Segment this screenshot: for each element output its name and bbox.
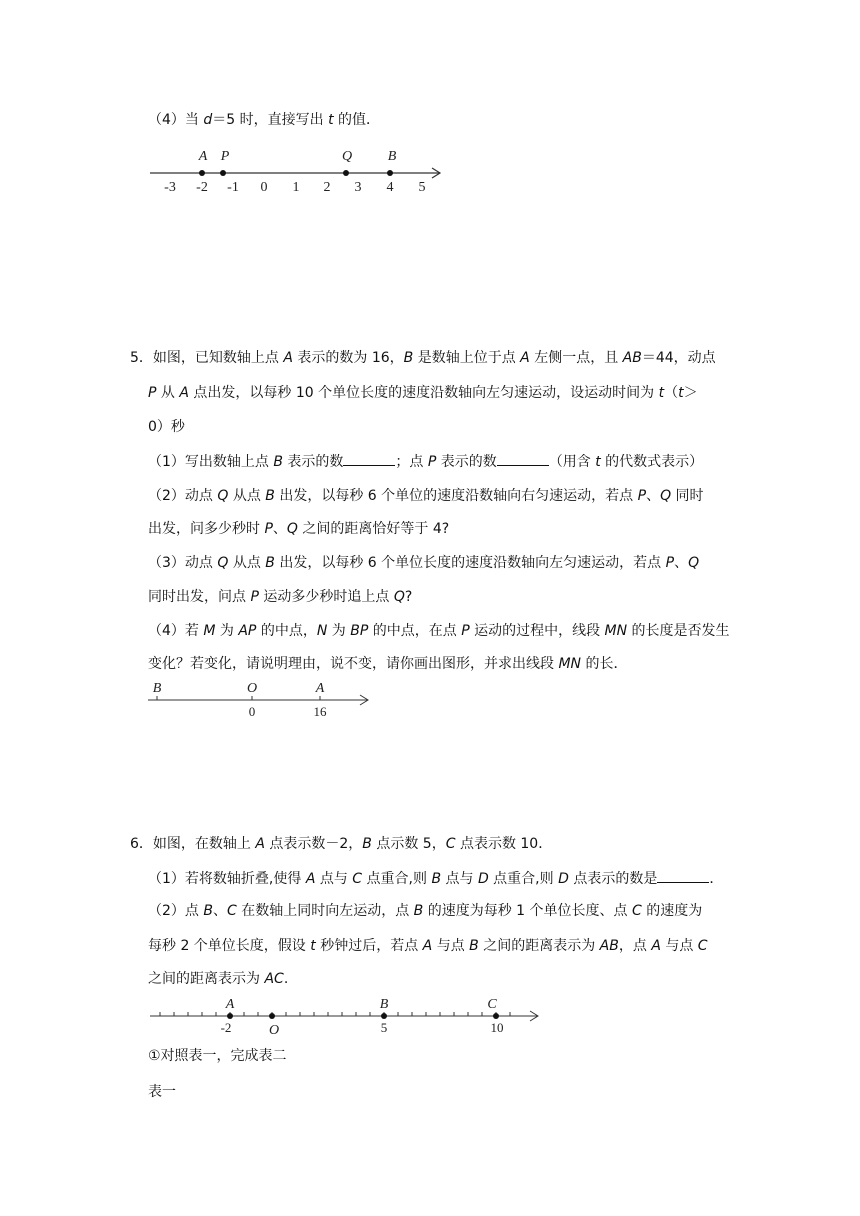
point-label: B xyxy=(387,149,397,164)
point-O xyxy=(269,1013,275,1019)
answer-blank xyxy=(343,451,395,466)
tick-label: 5 xyxy=(380,1020,388,1035)
point-label: B xyxy=(379,997,389,1012)
table-label: 表一 xyxy=(148,1084,176,1100)
q5-sub-3a: （3）动点 Q 从点 B 出发，以每秒 6 个单位长度的速度沿数轴向左匀速运动，若点 P、Q xyxy=(148,555,700,571)
q5-sub-4a: （4）若 M 为 AP 的中点，N 为 BP 的中点，在点 P 运动的过程中，线段 MN 的长度是否发生 xyxy=(148,623,730,639)
tick-label: -1 xyxy=(227,180,239,195)
p4-number-line xyxy=(140,140,450,200)
q5-line-3: 0）秒 xyxy=(148,419,185,435)
tick-label: 0 xyxy=(248,704,256,719)
answer-blank xyxy=(657,868,709,883)
point-Q xyxy=(343,170,349,176)
point-B xyxy=(381,1013,387,1019)
q6-sub-2c: 之间的距离表示为 AC. xyxy=(148,971,289,987)
point-label: A xyxy=(198,149,208,164)
point-label: A xyxy=(315,681,325,696)
tick-label: 0 xyxy=(260,180,268,195)
point-B xyxy=(387,170,393,176)
answer-blank xyxy=(497,451,549,466)
tick-label: 16 xyxy=(313,704,327,719)
tick-label: 1 xyxy=(292,180,300,195)
q6-line-1: 6．如图，在数轴上 A 点表示数－2，B 点示数 5，C 点表示数 10． xyxy=(130,836,553,852)
q5-number-line xyxy=(140,676,380,726)
tick-label: -2 xyxy=(196,180,208,195)
q6-number-line xyxy=(140,994,550,1042)
point-A xyxy=(227,1013,233,1019)
q5-line-1: 5．如图，已知数轴上点 A 表示的数为 16，B 是数轴上位于点 A 左侧一点，且 AB＝44，动点 xyxy=(130,350,716,366)
q6-sub-2a: （2）点 B、C 在数轴上同时向左运动，点 B 的速度为每秒 1 个单位长度、点 C 的速度为 xyxy=(148,903,703,919)
q5-line-2: P 从 A 点出发，以每秒 10 个单位长度的速度沿数轴向左匀速运动，设运动时间为 t（t＞ xyxy=(148,385,698,401)
q6-circled-instruction: ①对照表一，完成表二 xyxy=(148,1048,287,1064)
p4-question: （4）当 d＝5 时，直接写出 t 的值． xyxy=(148,112,381,128)
point-label: A xyxy=(225,997,235,1012)
point-P xyxy=(220,170,226,176)
tick-label: 2 xyxy=(323,180,331,195)
point-label: Q xyxy=(341,149,353,164)
tick-label: 3 xyxy=(354,180,362,195)
point-label: O xyxy=(246,681,258,696)
tick-label: 5 xyxy=(418,180,426,195)
q6-sub-2b: 每秒 2 个单位长度，假设 t 秒钟过后，若点 A 与点 B 之间的距离表示为 AB，点 A 与点 C xyxy=(148,938,708,954)
tick-label: -2 xyxy=(220,1020,232,1035)
point-label: B xyxy=(152,681,162,696)
q5-sub-3b: 同时出发，问点 P 运动多少秒时追上点 Q? xyxy=(148,589,413,605)
point-label: P xyxy=(220,149,230,164)
q6-sub-1: （1）若将数轴折叠,使得 A 点与 C 点重合,则 B 点与 D 点重合,则 D 点表示的数是 ． xyxy=(148,868,723,889)
point-label: O xyxy=(268,1023,280,1038)
q5-sub-2b: 出发，问多少秒时 P、Q 之间的距离恰好等于 4? xyxy=(148,521,450,537)
point-C xyxy=(493,1013,499,1019)
q5-sub-1: （1）写出数轴上点 B 表示的数 ；点 P 表示的数 （用含 t 的代数式表示） xyxy=(148,451,703,472)
tick-label: 10 xyxy=(490,1020,504,1035)
point-A xyxy=(199,170,205,176)
point-label: C xyxy=(487,997,497,1012)
tick-label: -3 xyxy=(164,180,176,195)
q5-sub-4b: 变化？若变化，请说明理由，说不变，请你画出图形，并求出线段 MN 的长． xyxy=(148,656,628,672)
q5-sub-2a: （2）动点 Q 从点 B 出发，以每秒 6 个单位的速度沿数轴向右匀速运动，若点 P、Q 同时 xyxy=(148,488,704,504)
tick-label: 4 xyxy=(386,180,394,195)
